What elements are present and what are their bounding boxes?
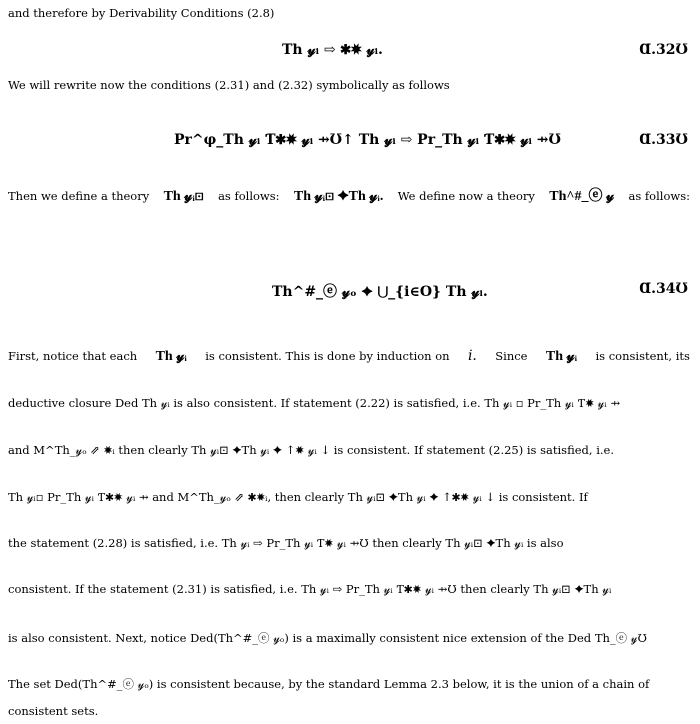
text-line: Th 𝓎ᵢ▫ Pr_Th 𝓎ᵢ Ƭ✱✸ 𝓎ᵢ ⇸ and M^Th_𝓎ₒ ⇗ ✱✸ᵢ, then clearly Th 𝓎ᵢ⊡ ✦Th 𝓎ᵢ ✦ ↑✱✸ 𝓎ᵢ ↓ is consistent. If [8, 490, 588, 504]
text-line: and therefore by Derivability Conditions (2.8) [8, 6, 275, 20]
text-line: deductive closure Ded Th 𝓎ᵢ is also consistent. If statement (2.22) is satisfied, i.e. Th 𝓎ᵢ ▫ Pr_Th 𝓎ᵢ Ƭ✸ 𝓎ᵢ ⇸ [8, 396, 620, 410]
text-span: First, notice that each [8, 349, 138, 363]
text-span: We define now a theory [397, 189, 535, 203]
text-span: is consistent, its [595, 349, 690, 363]
math: Th 𝓎ᵢ [545, 349, 578, 364]
equation-number: Ɑ.33Ʊ [639, 132, 688, 148]
text-span: as follows: [628, 189, 690, 203]
text-span: as follows: [218, 189, 280, 203]
text-line: The set Ded(Th^#_ⓔ 𝓎ₒ) is consistent because, by the standard Lemma 2.3 below, it is the union of a chain of [8, 677, 650, 691]
text-line: and M^Th_𝓎ₒ ⇗ ✸ᵢ then clearly Th 𝓎ᵢ⊡ ✦Th 𝓎ᵢ ✦ ↑✸ 𝓎ᵢ ↓ is consistent. If statement (2.25) is satisfied, i.e. [8, 443, 615, 457]
text-line: the statement (2.28) is satisfied, i.e. Th 𝓎ᵢ ⇨ Pr_Th 𝓎ᵢ Ƭ✸ 𝓎ᵢ ⇸Ʊ then clearly Th 𝓎ᵢ⊡ ✦Th 𝓎ᵢ is also [8, 536, 564, 550]
text-span: Then we define a theory [8, 189, 150, 203]
text-line [8, 185, 690, 205]
math: i. [467, 348, 477, 364]
equation-number: Ɑ.34Ʊ [639, 281, 688, 297]
equation-2-33: Pr^φ_Th 𝓎ᵢ Ƭ✱✸ 𝓎ᵢ ⇸Ʊ↑ Th 𝓎ᵢ ⇨ Pr_Th 𝓎ᵢ Ƭ✱✸ 𝓎ᵢ ⇸Ʊ [174, 132, 561, 148]
equation-number: Ɑ.32Ʊ [639, 42, 688, 58]
math: Th 𝓎ᵢ⊡ ✦Th 𝓎ᵢ. [293, 189, 384, 204]
math: Th 𝓎ᵢ [155, 349, 187, 364]
math: Th^#_ⓔ 𝓎 [549, 189, 615, 204]
text-line: We will rewrite now the conditions (2.31) and (2.32) symbolically as follows [8, 78, 450, 92]
text-line: is also consistent. Next, notice Ded(Th^#_ⓔ 𝓎ₒ) is a maximally consistent nice extension of the Ded Th_ⓔ 𝓎Ʊ [8, 631, 648, 645]
text-line: consistent. If the statement (2.31) is satisfied, i.e. Th 𝓎ᵢ ⇨ Pr_Th 𝓎ᵢ Ƭ✱✸ 𝓎ᵢ ⇸Ʊ then clearly Th 𝓎ᵢ⊡ ✦Th 𝓎ᵢ [8, 582, 612, 596]
equation-2-32: Th 𝓎ᵢ ⇨ ✱✸ 𝓎ᵢ. [282, 42, 383, 58]
text-span: Since [495, 349, 528, 363]
equation-2-34: Th^#_ⓔ 𝓎ₒ ✦ ⋃_{i∈O} Th 𝓎ᵢ. [272, 284, 488, 300]
math: Th 𝓎ᵢ⊡ [163, 189, 204, 204]
text-line: consistent sets. [8, 704, 99, 718]
text-line [8, 348, 690, 365]
text-span: is consistent. This is done by induction on [205, 349, 450, 363]
